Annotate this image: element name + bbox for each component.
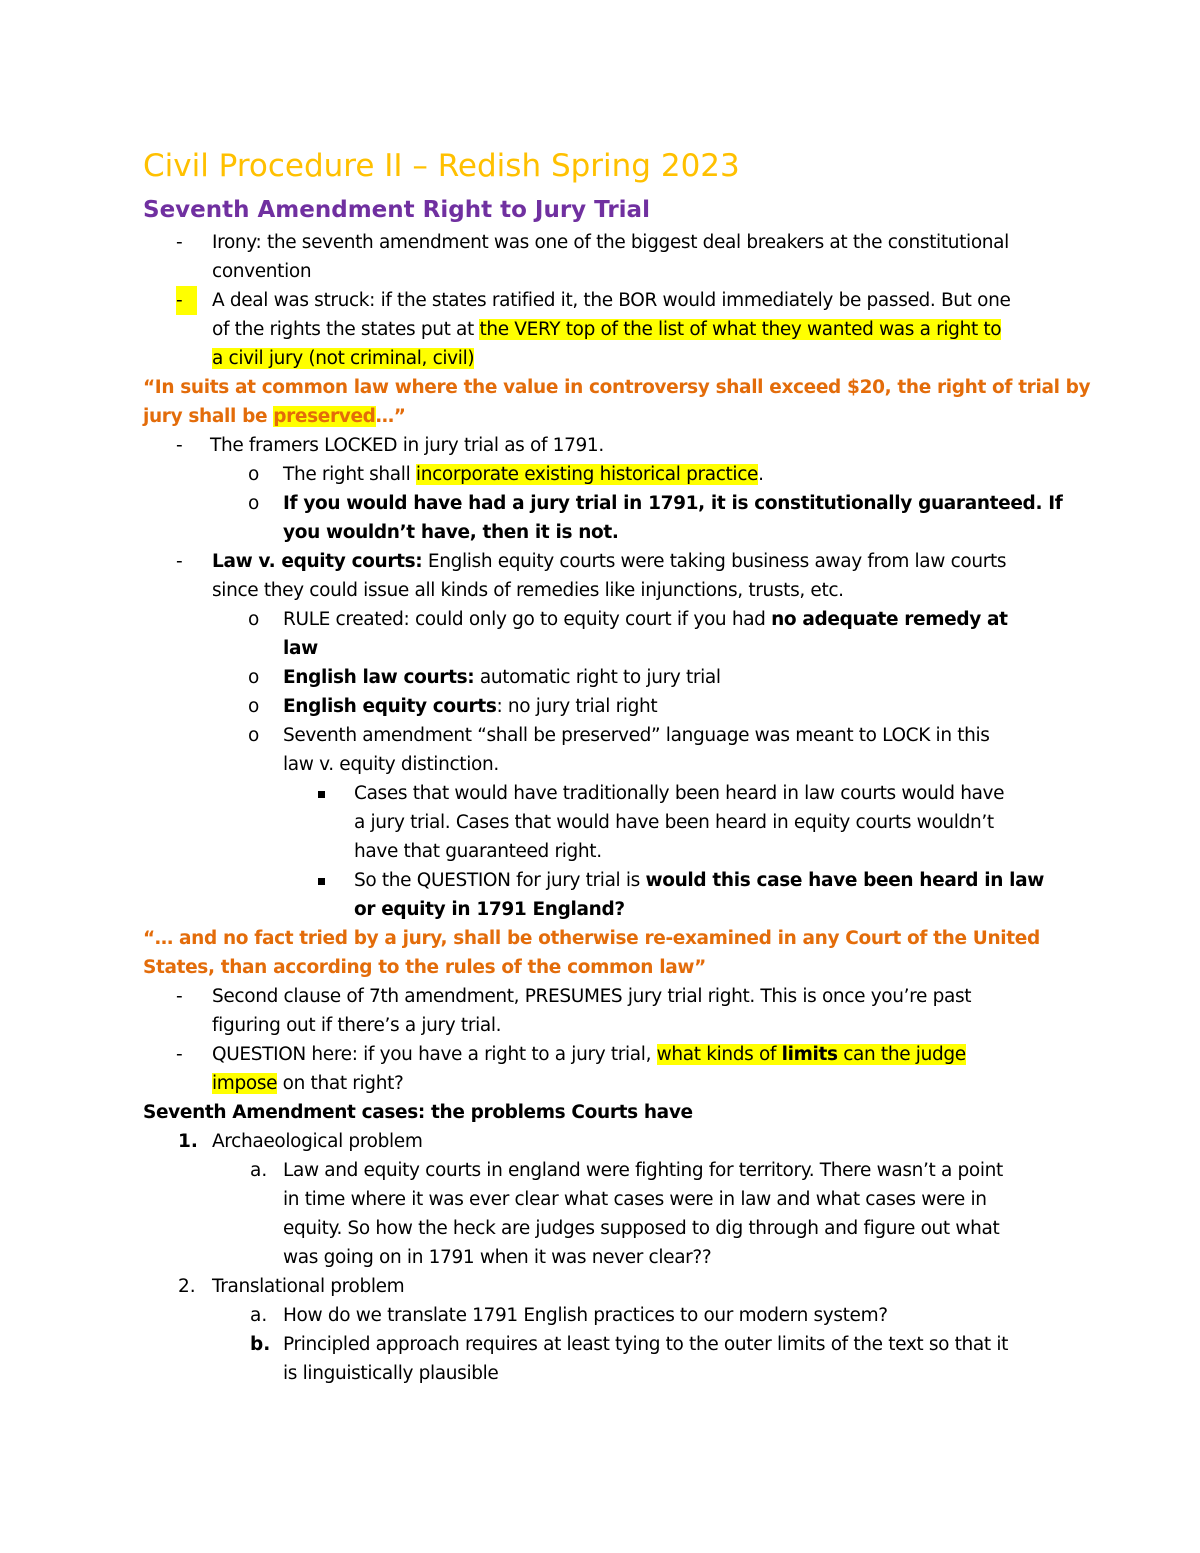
bullet-deal-line bbox=[212, 315, 1001, 344]
square-bullet-icon bbox=[318, 791, 325, 798]
circle-marker: o bbox=[248, 667, 260, 688]
sub-bullet-line: you wouldn’t have, then it is not. bbox=[283, 522, 619, 543]
quote-line: “In suits at common law where the value in controversy shall exceed $20, the right of trial by bbox=[143, 377, 1091, 398]
sub-sub-bullet-line: Cases that would have traditionally been heard in law courts would have bbox=[354, 783, 1005, 804]
sub-bullet-line bbox=[283, 460, 764, 489]
text-run: RULE created: could only go to equity court if you had bbox=[283, 609, 772, 630]
bullet-deal-line: A deal was struck: if the states ratified it, the BOR would immediately be passed. But one bbox=[212, 290, 1011, 311]
cases-heading: Seventh Amendment cases: the problems Courts have bbox=[143, 1102, 693, 1123]
highlighted-text: what kinds of bbox=[656, 1044, 782, 1065]
text-run: QUESTION here: if you have a right to a jury trial, bbox=[212, 1044, 657, 1065]
sub-sub-bullet-line: have that guaranteed right. bbox=[354, 841, 602, 862]
dash-marker: - bbox=[176, 551, 183, 572]
quote-line: States, than according to the rules of the common law” bbox=[143, 957, 706, 978]
highlighted-text: can the judge bbox=[837, 1044, 966, 1065]
bullet-irony-line: convention bbox=[212, 261, 312, 282]
sub-bullet-line bbox=[283, 692, 657, 721]
text-run: on that right? bbox=[277, 1073, 404, 1094]
text-run: . bbox=[758, 464, 764, 485]
bullet-second-clause: Second clause of 7th amendment, PRESUMES jury trial right. This is once you’re past bbox=[212, 986, 972, 1007]
section-heading: Seventh Amendment Right to Jury Trial bbox=[143, 197, 650, 223]
bold-text: English equity courts bbox=[283, 696, 497, 717]
numbered-item: Translational problem bbox=[212, 1276, 405, 1297]
text-run: English equity courts were taking business away from law courts bbox=[422, 551, 1007, 572]
sub-bullet-line: law v. equity distinction. bbox=[283, 754, 499, 775]
sub-bullet-line: Seventh amendment “shall be preserved” language was meant to LOCK in this bbox=[283, 725, 990, 746]
sub-sub-bullet-line: a jury trial. Cases that would have been heard in equity courts wouldn’t bbox=[354, 812, 994, 833]
bullet-question bbox=[212, 1069, 403, 1098]
bullet-irony-line: Irony: the seventh amendment was one of the biggest deal breakers at the constitutional bbox=[212, 232, 1009, 253]
text-run: So the QUESTION for jury trial is bbox=[354, 870, 646, 891]
dash-marker: - bbox=[176, 986, 183, 1007]
bullet-deal-line bbox=[212, 344, 474, 373]
lettered-item-line: Law and equity courts in england were fighting for territory. There wasn’t a point bbox=[283, 1160, 1003, 1181]
square-bullet-icon bbox=[318, 878, 325, 885]
dash-marker: - bbox=[176, 286, 197, 315]
dash-marker: - bbox=[176, 232, 183, 253]
letter-marker: a. bbox=[250, 1305, 268, 1326]
sub-bullet-line bbox=[283, 605, 1008, 634]
sub-bullet-line: law bbox=[283, 638, 318, 659]
highlighted-text: a civil jury (not criminal, civil) bbox=[212, 348, 475, 369]
bold-text: no adequate remedy at bbox=[771, 609, 1008, 630]
circle-marker: o bbox=[248, 464, 260, 485]
quote-line: “… and no fact tried by a jury, shall be otherwise re-examined in any Court of the United bbox=[143, 928, 1040, 949]
bold-text: Law v. equity courts: bbox=[212, 551, 423, 572]
highlighted-text: limits bbox=[781, 1044, 838, 1065]
sub-sub-bullet-line: or equity in 1791 England? bbox=[354, 899, 625, 920]
numbered-item: Archaeological problem bbox=[212, 1131, 423, 1152]
lettered-item-line: How do we translate 1791 English practices to our modern system? bbox=[283, 1305, 888, 1326]
dash-marker: - bbox=[176, 1044, 183, 1065]
number-marker: 1. bbox=[178, 1131, 198, 1152]
document-title: Civil Procedure II – Redish Spring 2023 bbox=[143, 148, 740, 184]
quote-line bbox=[143, 402, 406, 431]
text-run: of the rights the states put at bbox=[212, 319, 480, 340]
lettered-item-line: Principled approach requires at least tying to the outer limits of the text so that it bbox=[283, 1334, 1009, 1355]
circle-marker: o bbox=[248, 696, 260, 717]
circle-marker: o bbox=[248, 493, 260, 514]
highlighted-text: preserved bbox=[273, 406, 376, 427]
text-run: The right shall bbox=[283, 464, 416, 485]
highlighted-text: the VERY top of the list of what they wanted was a right to bbox=[479, 319, 1002, 340]
text-run: …” bbox=[375, 406, 406, 427]
text-run: jury shall be bbox=[143, 406, 274, 427]
bold-text: would this case have been heard in law bbox=[645, 870, 1044, 891]
circle-marker: o bbox=[248, 609, 260, 630]
bullet-framers: The framers LOCKED in jury trial as of 1791. bbox=[210, 435, 604, 456]
sub-bullet-line bbox=[283, 663, 721, 692]
bullet-law-equity bbox=[212, 547, 1006, 576]
bullet-law-equity: since they could issue all kinds of remedies like injunctions, trusts, etc. bbox=[212, 580, 844, 601]
text-run: automatic right to jury trial bbox=[474, 667, 721, 688]
text-run: : no jury trial right bbox=[496, 696, 658, 717]
sub-sub-bullet-line bbox=[354, 866, 1044, 895]
letter-marker: b. bbox=[250, 1334, 271, 1355]
bullet-question bbox=[212, 1040, 966, 1069]
sub-bullet-line: If you would have had a jury trial in 1791, it is constitutionally guaranteed. If bbox=[283, 493, 1063, 514]
lettered-item-line: in time where it was ever clear what cases were in law and what cases were in bbox=[283, 1189, 987, 1210]
number-marker: 2. bbox=[178, 1276, 196, 1297]
bullet-second-clause: figuring out if there’s a jury trial. bbox=[212, 1015, 502, 1036]
circle-marker: o bbox=[248, 725, 260, 746]
lettered-item-line: equity. So how the heck are judges supposed to dig through and figure out what bbox=[283, 1218, 1000, 1239]
highlighted-text: impose bbox=[212, 1073, 278, 1094]
letter-marker: a. bbox=[250, 1160, 268, 1181]
bold-text: English law courts: bbox=[283, 667, 475, 688]
highlighted-text: incorporate existing historical practice bbox=[415, 464, 759, 485]
dash-marker: - bbox=[176, 435, 183, 456]
lettered-item-line: is linguistically plausible bbox=[283, 1363, 499, 1384]
lettered-item-line: was going on in 1791 when it was never clear?? bbox=[283, 1247, 712, 1268]
